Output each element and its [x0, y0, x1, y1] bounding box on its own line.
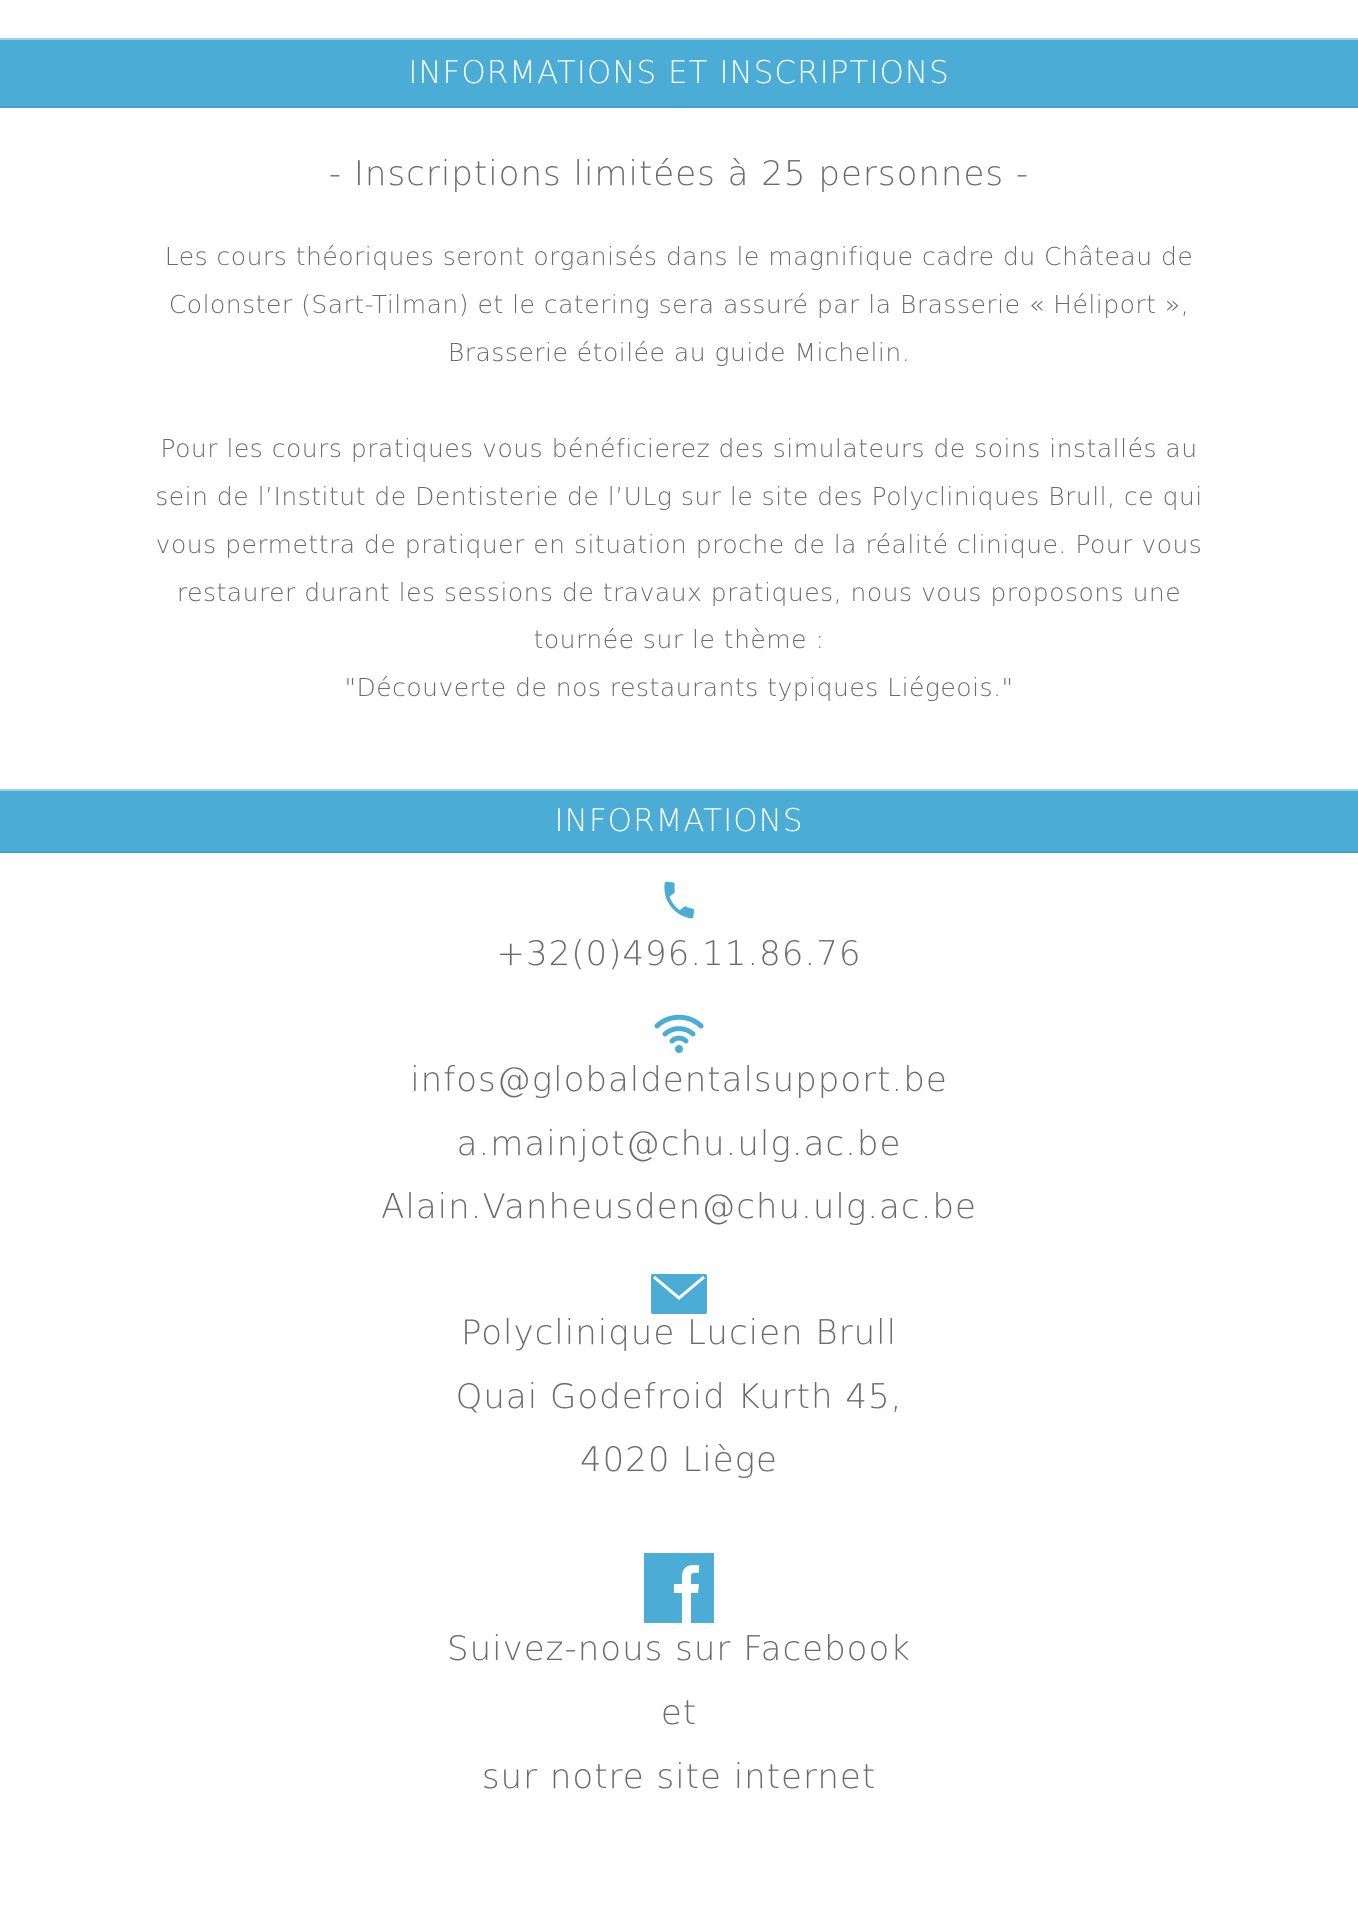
phone-number[interactable]: +32(0)496.11.86.76: [496, 934, 862, 974]
paragraph-line: Les cours théoriques seront organisés dans le magnifique cadre du Château de: [164, 242, 1194, 271]
facebook-link[interactable]: Suivez-nous sur Facebook: [447, 1629, 911, 1669]
facebook-icon[interactable]: [0, 1553, 1358, 1623]
phone-icon: [0, 878, 1358, 922]
paragraph-line: Colonster (Sart-Tilman) et le catering sera assuré par la Brasserie « Héliport »,: [168, 290, 1190, 319]
paragraph-line: Pour les cours pratiques vous bénéficierez des simulateurs de soins installés au: [160, 434, 1198, 463]
section-header-informations: [0, 789, 1358, 853]
section-title: INFORMATIONS: [554, 803, 804, 839]
paragraph-line: restaurer durant les sessions de travaux pratiques, nous vous proposons une: [176, 578, 1182, 607]
address-line: 4020 Liège: [580, 1440, 778, 1480]
subtitle: - Inscriptions limitées à 25 personnes -: [328, 154, 1030, 194]
section-header-inscriptions: [0, 38, 1358, 108]
address-line: Quai Godefroid Kurth 45,: [455, 1377, 903, 1417]
address-line: Polyclinique Lucien Brull: [460, 1313, 898, 1353]
paragraph-line: vous permettra de pratiquer en situation proche de la réalité clinique. Pour vous: [155, 530, 1203, 559]
email-link[interactable]: a.mainjot@chu.ulg.ac.be: [456, 1124, 902, 1164]
paragraph-line: Brasserie étoilée au guide Michelin.: [447, 338, 911, 367]
paragraph-line: tournée sur le thème :: [533, 625, 825, 654]
wifi-icon: [0, 1010, 1358, 1054]
section-title: INFORMATIONS ET INSCRIPTIONS: [408, 55, 950, 91]
paragraph-line: "Découverte de nos restaurants typiques Liégeois.": [344, 673, 1014, 702]
paragraph-line: sein de l’Institut de Dentisterie de l’ULg sur le site des Polycliniques Brull, ce qui: [155, 482, 1203, 511]
social-connector: et: [660, 1693, 698, 1733]
website-link[interactable]: sur notre site internet: [481, 1757, 877, 1797]
email-link[interactable]: Alain.Vanheusden@chu.ulg.ac.be: [381, 1187, 977, 1227]
email-link[interactable]: infos@globaldentalsupport.be: [410, 1060, 948, 1100]
